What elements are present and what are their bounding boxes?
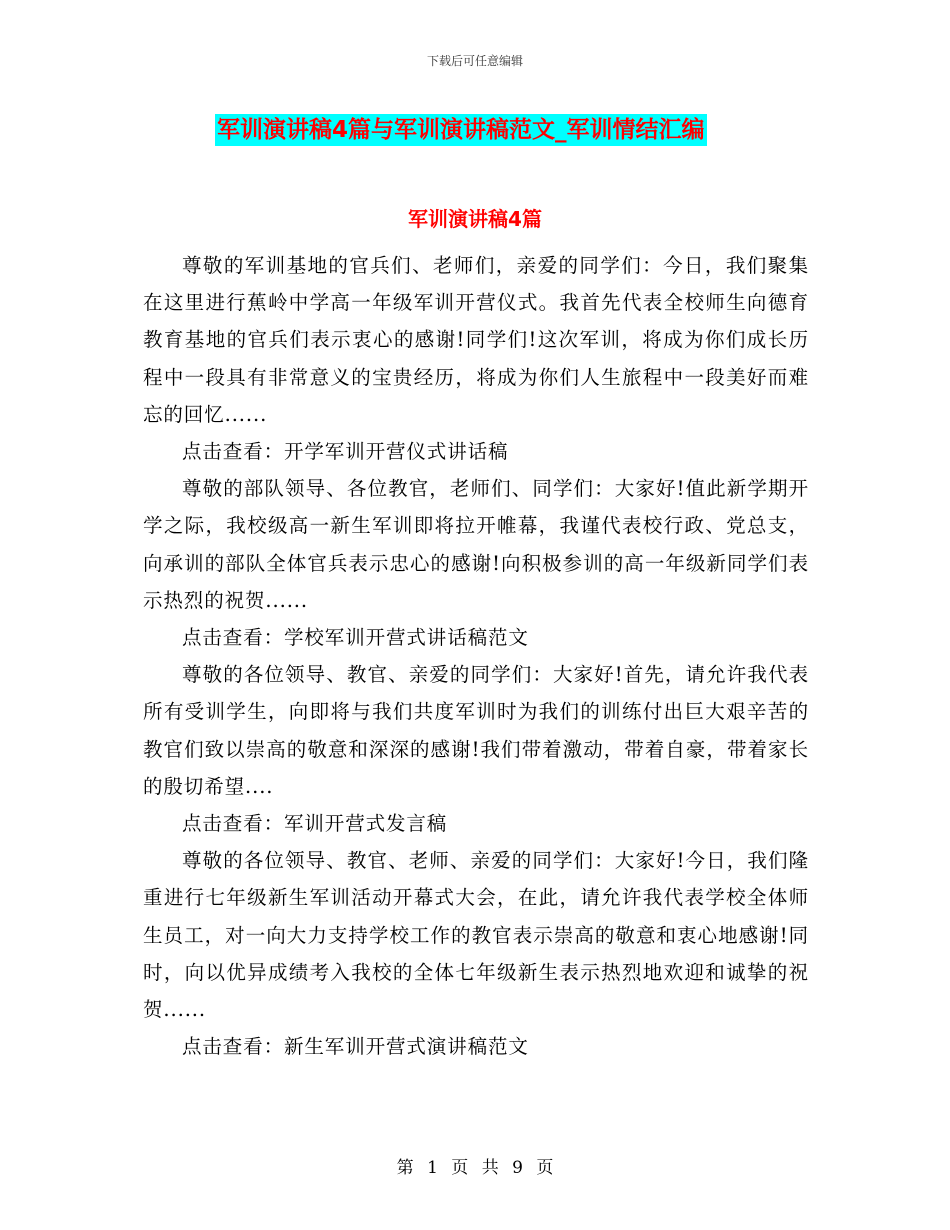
document-title: 军训演讲稿4篇与军训演讲稿范文_军训情结汇编 [215, 114, 707, 146]
link-text-2: 点击查看：学校军训开营式讲话稿范文 [182, 626, 529, 650]
paragraph-speech-3: 尊敬的各位领导、教官、亲爱的同学们：大家好!首先，请允许我代表所有受训学生，向即将与我们共度军训时为我们的训练付出巨大艰辛苦的教官们致以崇高的敬意和深深的感谢!我们带着激动，带着自豪，带着家长的殷切希望.... [143, 663, 809, 798]
header-note: 下载后可任意编辑 [426, 54, 523, 68]
paragraph-speech-4: 尊敬的各位领导、教官、老师、亲爱的同学们：大家好!今日，我们隆重进行七年级新生军训活动开幕式大会，在此，请允许我代表学校全体师生员工，对一向大力支持学校工作的教官表示崇高的敬意和衷心地感谢!同时，向以优异成绩考入我校的全体七年级新生表示热烈地欢迎和诚挚的祝贺...... [143, 849, 809, 1022]
section-title: 军训演讲稿4篇 [408, 207, 542, 231]
link-text-3: 点击查看：军训开营式发言稿 [182, 812, 448, 836]
paragraph-speech-1: 尊敬的军训基地的官兵们、老师们，亲爱的同学们：今日，我们聚集在这里进行蕉岭中学高一年级军训开营仪式。我首先代表全校师生向德育教育基地的官兵们表示衷心的感谢!同学们!这次军训，将成为你们成长历程中一段具有非常意义的宝贵经历，将成为你们人生旅程中一段美好而难忘的回忆...... [143, 254, 809, 426]
link-text-4: 点击查看：新生军训开营式演讲稿范文 [182, 1035, 529, 1059]
document-body [143, 247, 809, 1065]
page-footer: 第 1 页 共 9 页 [396, 1158, 554, 1178]
link-text-1: 点击查看：开学军训开营仪式讲话稿 [182, 440, 509, 464]
paragraph-speech-2: 尊敬的部队领导、各位教官，老师们、同学们：大家好!值此新学期开学之际，我校级高一新生军训即将拉开帷幕，我谨代表校行政、党总支，向承训的部队全体官兵表示忠心的感谢!向积极参训的高一年级新同学们表示热烈的祝贺...... [143, 477, 809, 612]
